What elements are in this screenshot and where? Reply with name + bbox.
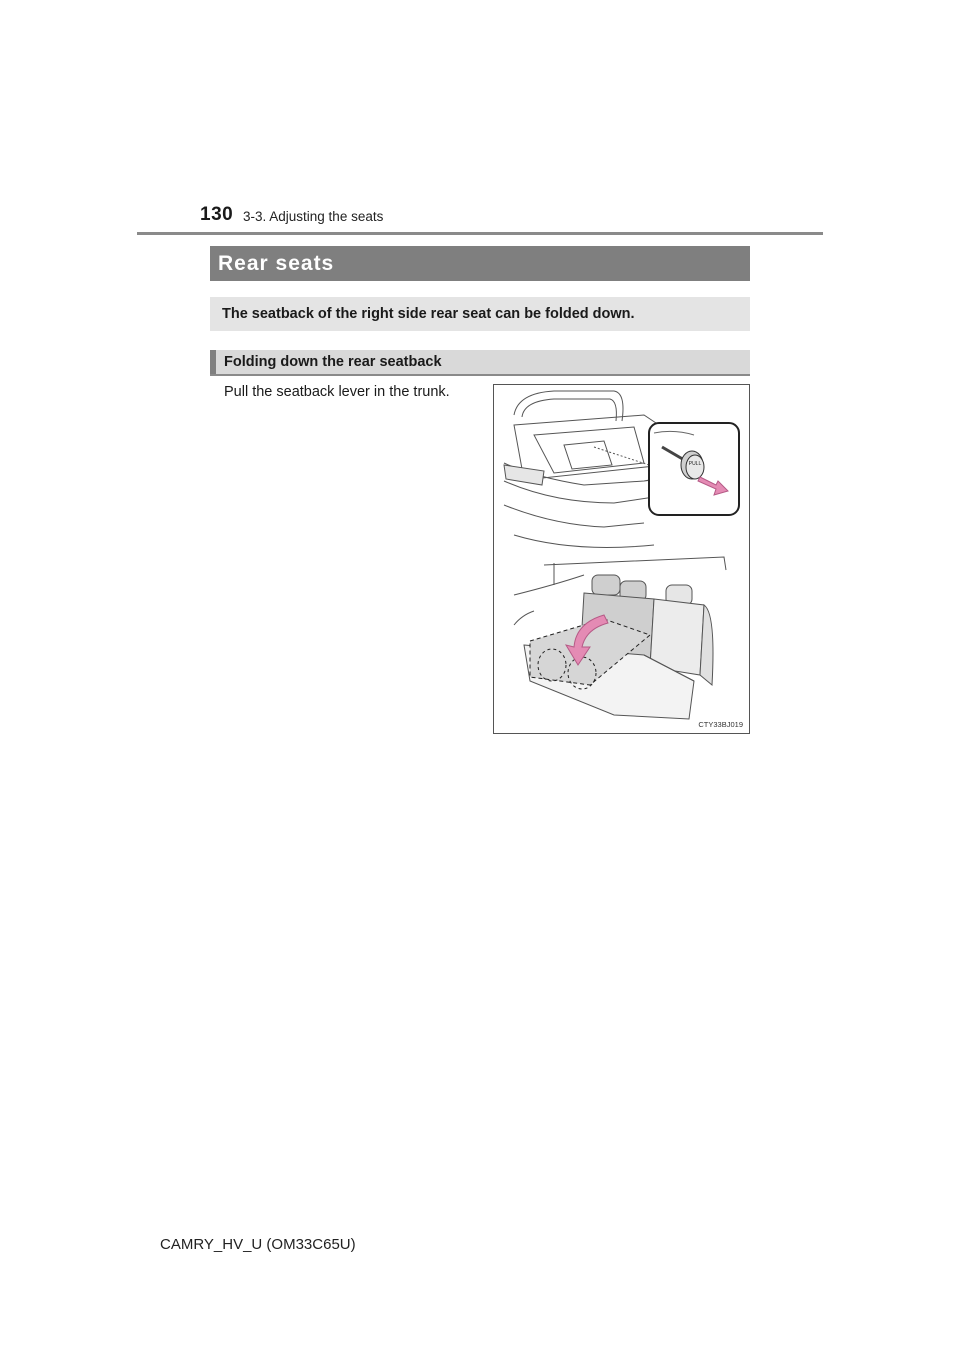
page-number: 130 bbox=[200, 204, 234, 225]
subsection-heading bbox=[210, 350, 750, 376]
lever-detail bbox=[649, 423, 739, 515]
header-rule bbox=[137, 232, 823, 235]
instruction-text: Pull the seatback lever in the trunk. bbox=[224, 384, 450, 400]
lever-label: PULL bbox=[688, 461, 702, 467]
intro-box bbox=[210, 297, 750, 331]
car-trunk-drawing bbox=[504, 391, 664, 547]
section-path: 3-3. Adjusting the seats bbox=[243, 209, 384, 224]
subsection-title: Folding down the rear seatback bbox=[224, 354, 442, 370]
illustration bbox=[493, 384, 750, 734]
intro-text: The seatback of the right side rear seat can be folded down. bbox=[222, 306, 635, 322]
section-title: Rear seats bbox=[218, 251, 335, 275]
figure-code: CTY33BJ019 bbox=[698, 720, 743, 729]
rear-seat-drawing bbox=[514, 557, 726, 719]
footer-model: CAMRY_HV_U (OM33C65U) bbox=[160, 1236, 356, 1253]
section-title-bar bbox=[210, 246, 750, 281]
